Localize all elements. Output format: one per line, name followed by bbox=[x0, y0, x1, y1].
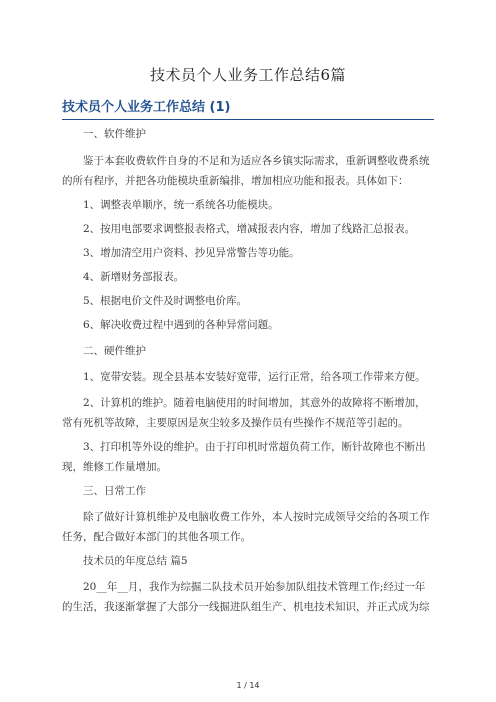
subheading-hardware: 二、硬件维护 bbox=[83, 345, 146, 357]
list-item: 2、计算机的维护。随着电脑使用的时间增加，其意外的故障将不断增加，常有死机等故障，主要原因是灰尘较多及操作员有些操作不规范等引起的。 bbox=[62, 397, 426, 429]
list-item: 4、新增财务部报表。 bbox=[83, 271, 185, 283]
list-item: 1、调整表单顺序，统一系统各功能模块。 bbox=[83, 199, 279, 211]
subheading-annual-summary: 技术员的年度总结 篇5 bbox=[83, 555, 188, 567]
list-item: 3、打印机等外设的维护。由于打印机时常超负荷工作，断针故障也不断出现，维修工作量增加。 bbox=[62, 441, 426, 473]
subheading-daily-work: 三、日常工作 bbox=[83, 485, 146, 497]
subheading-software: 一、软件维护 bbox=[83, 128, 146, 140]
paragraph: 鉴于本套收费软件自身的不足和为适应各乡镇实际需求，重新调整收费系统的所有程序，并把各功能模块重新编排，增加相应功能和报表。具体如下： bbox=[62, 155, 430, 187]
paragraph: 除了做好计算机维护及电脑收费工作外，本人按时完成领导交给的各项工作任务，配合做好本部门的其他各项工作。 bbox=[62, 511, 430, 543]
list-item: 6、解决收费过程中遇到的各种异常问题。 bbox=[83, 319, 279, 331]
list-item: 3、增加清空用户资料、抄见异常警告等功能。 bbox=[83, 247, 300, 259]
list-item: 1、宽带安装。现全县基本安装好宽带，运行正常，给各项工作带来方便。 bbox=[83, 371, 426, 383]
paragraph: 20__年__月，我作为综掘二队技术员开始参加队组技术管理工作;经过一年的生活，我逐渐掌握了大部分一线掘进队组生产、机电技术知识，并正式成为综 bbox=[62, 581, 430, 613]
page-number: 1 / 14 bbox=[236, 681, 260, 690]
list-item: 2、按用电部要求调整报表格式，增减报表内容，增加了线路汇总报表。 bbox=[83, 223, 416, 235]
list-item: 5、根据电价文件及时调整电价库。 bbox=[83, 295, 248, 307]
document-title: 技术员个人业务工作总结6篇 bbox=[149, 66, 347, 84]
section-heading: 技术员个人业务工作总结 (1) bbox=[62, 96, 434, 120]
